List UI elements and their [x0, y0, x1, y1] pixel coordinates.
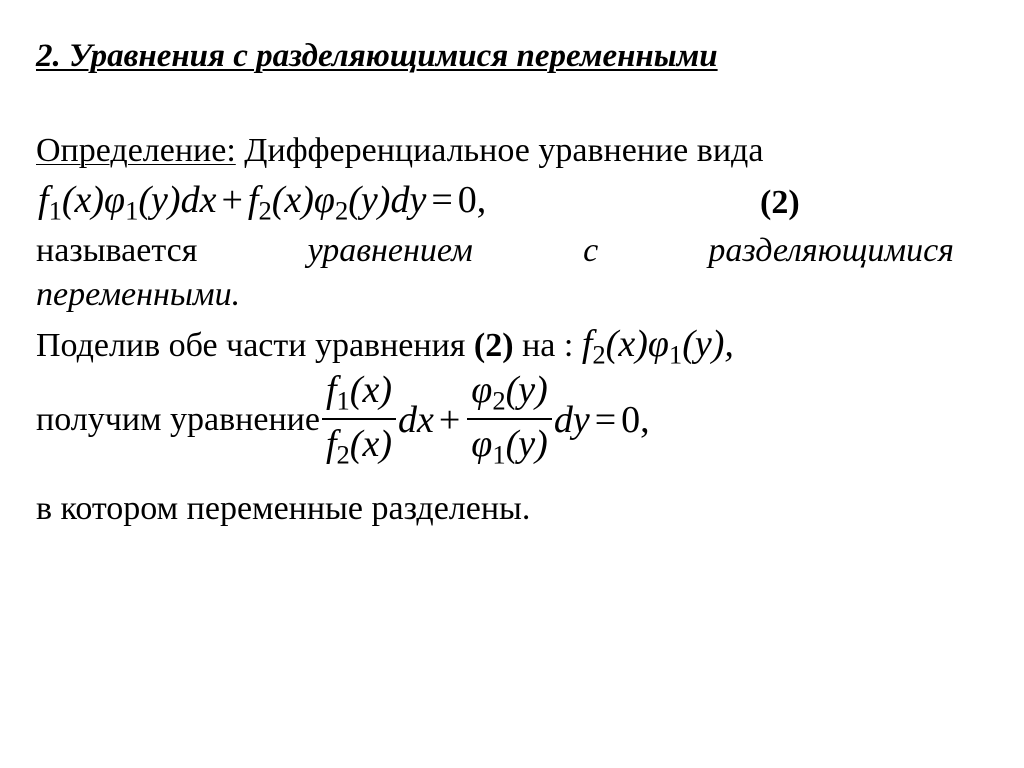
- fraction-1: [322, 370, 396, 469]
- div-x: (x): [605, 323, 648, 365]
- div-phi: φ: [647, 323, 669, 365]
- eq-zero: 0,: [457, 179, 487, 221]
- frac1-den-f: f: [325, 422, 337, 465]
- eq-phi1-sub: 1: [125, 195, 139, 226]
- frac2-den-y: (y): [505, 422, 548, 465]
- definition-text: Дифференциальное уравнение вида: [235, 132, 764, 169]
- divide-ref: (2): [473, 327, 514, 364]
- eq-f1: f: [38, 179, 49, 221]
- eq-phi1: φ: [104, 179, 126, 221]
- eq-f1-sub: 1: [48, 195, 62, 226]
- eq-dx: dx: [180, 179, 217, 221]
- eq-phi2-sub: 2: [334, 195, 349, 226]
- frac2-den-phi: φ: [471, 422, 493, 465]
- div-phi-sub: 1: [668, 339, 683, 370]
- divide-text: Поделив обе части уравнения: [36, 327, 474, 364]
- result-dx: dx: [397, 398, 434, 441]
- result-line: [36, 370, 650, 469]
- variables-word: переменными.: [36, 276, 241, 313]
- frac1-den-sub: 2: [336, 439, 350, 470]
- frac1-num-x: (x): [349, 369, 392, 411]
- div-f-sub: 2: [592, 339, 606, 370]
- called-word-2: уравнением: [307, 232, 473, 269]
- eq-equals: =: [431, 179, 453, 221]
- called-word-1: называется: [36, 232, 198, 269]
- equation-number: (2): [760, 184, 800, 221]
- frac1-num-f: f: [325, 369, 337, 411]
- eq-x2: (x): [271, 179, 314, 221]
- called-word-4: разделяющимися: [708, 232, 954, 269]
- result-text: получим уравнение: [36, 400, 320, 438]
- div-y: (y),: [682, 323, 734, 365]
- frac1-num-sub: 1: [336, 385, 350, 416]
- divide-after: на :: [513, 327, 582, 364]
- eq-plus: +: [221, 179, 243, 221]
- frac2-num-sub: 2: [492, 385, 506, 416]
- frac2-num-y: (y): [505, 369, 548, 411]
- frac2-num-phi: φ: [471, 369, 493, 411]
- eq-dy: dy: [390, 179, 427, 221]
- definition-line: [36, 132, 763, 170]
- eq-phi2: φ: [313, 179, 335, 221]
- divide-line: [36, 322, 734, 370]
- definition-label: Определение:: [36, 132, 236, 169]
- called-word-3: с: [583, 232, 599, 269]
- eq-y2: (y): [348, 179, 391, 221]
- frac2-den-sub: 1: [492, 439, 506, 470]
- div-f: f: [581, 323, 593, 365]
- eq-f2-sub: 2: [258, 195, 272, 226]
- slide-title: 2. Уравнения с разделяющимися переменными: [36, 38, 718, 74]
- result-zero: 0,: [621, 398, 650, 441]
- result-equals: =: [594, 398, 617, 441]
- frac1-den-x: (x): [349, 422, 392, 465]
- result-plus: +: [438, 398, 461, 441]
- eq-x1: (x): [61, 179, 105, 221]
- result-dy: dy: [553, 398, 590, 441]
- final-line: в котором переменные разделены.: [36, 490, 531, 527]
- eq-f2: f: [247, 179, 259, 221]
- fraction-2: [467, 370, 552, 469]
- eq-y1: (y): [138, 179, 181, 221]
- equation-2: [38, 178, 486, 226]
- called-line: [36, 232, 954, 270]
